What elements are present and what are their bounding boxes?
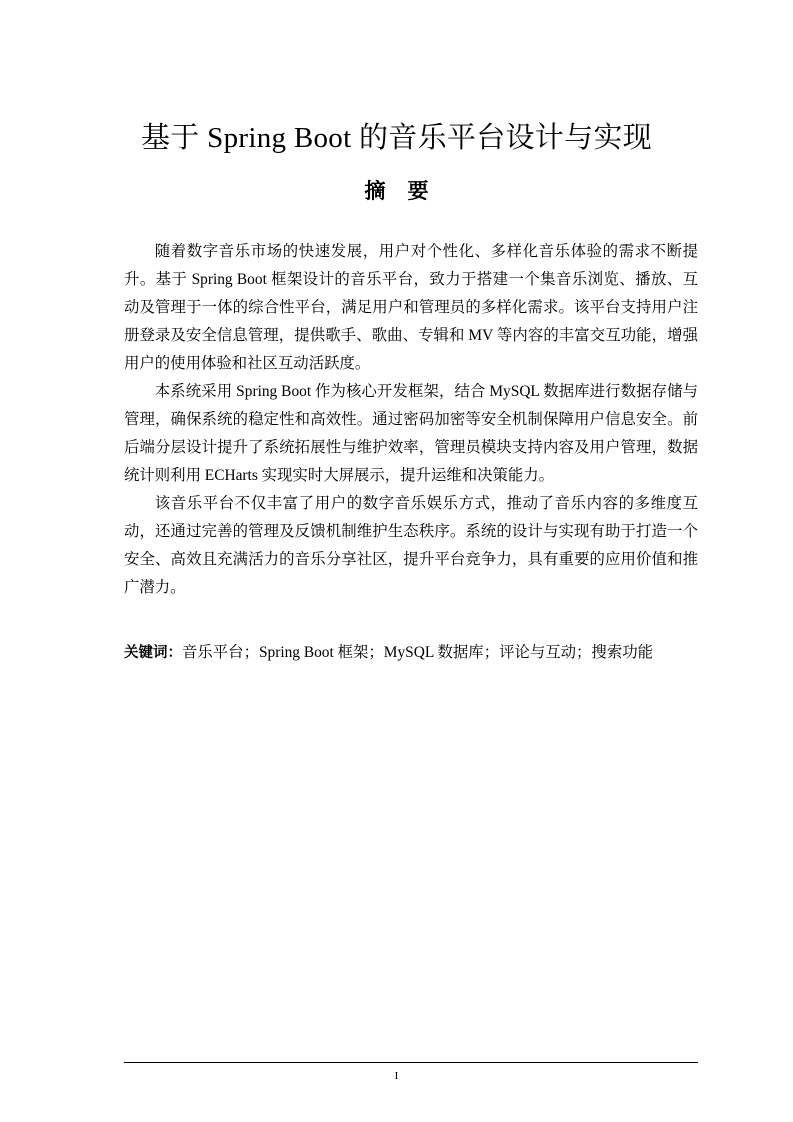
abstract-heading-char-2: 要	[407, 179, 429, 203]
abstract-paragraph-2: 本系统采用 Spring Boot 作为核心开发框架，结合 MySQL 数据库进行数据存储与管理，确保系统的稳定性和高效性。通过密码加密等安全机制保障用户信息安全。前后端分层设计提升了系统拓展性与维护效率，管理员模块支持内容及用户管理，数据统计则利用 ECHarts 实现实时大屏展示，提升运维和决策能力。	[124, 383, 698, 484]
document-title: 基于 Spring Boot 的音乐平台设计与实现	[141, 122, 652, 154]
abstract-heading-char-1: 摘	[364, 179, 386, 203]
page-number: I	[394, 1070, 399, 1082]
abstract-heading	[0, 176, 793, 206]
footer-divider	[124, 1062, 698, 1063]
abstract-paragraph-3: 该音乐平台不仅丰富了用户的数字音乐娱乐方式，推动了音乐内容的多维度互动，还通过完善的管理及反馈机制维护生态秩序。系统的设计与实现有助于打造一个安全、高效且充满活力的音乐分享社区，提升平台竞争力，具有重要的应用价值和推广潜力。	[124, 495, 698, 596]
keywords-line	[124, 639, 698, 667]
keywords-text: 音乐平台；Spring Boot 框架；MySQL 数据库；评论与互动；搜索功能	[182, 644, 653, 661]
keywords-label: 关键词：	[124, 645, 182, 661]
abstract-body	[124, 238, 698, 602]
abstract-paragraph-1: 随着数字音乐市场的快速发展，用户对个性化、多样化音乐体验的需求不断提升。基于 Spring Boot 框架设计的音乐平台，致力于搭建一个集音乐浏览、播放、互动及管理于一体的综合性平台，满足用户和管理员的多样化需求。该平台支持用户注册登录及安全信息管理，提供歌手、歌曲、专辑和 MV 等内容的丰富交互功能，增强用户的使用体验和社区互动活跃度。	[124, 243, 698, 372]
